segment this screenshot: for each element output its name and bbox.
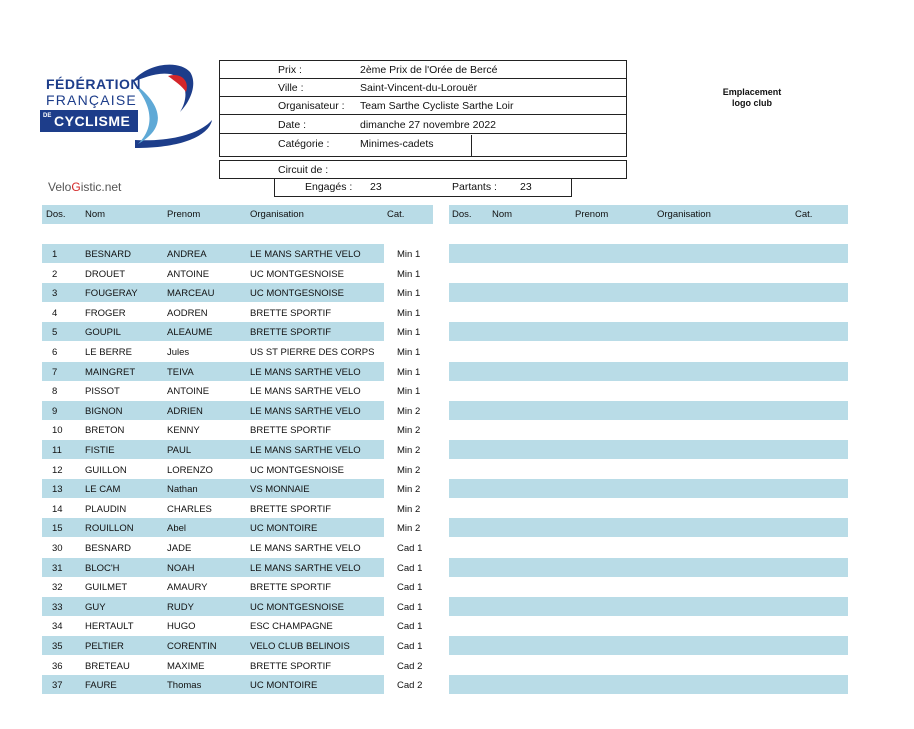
cell-prenom: KENNY [167,425,200,436]
cell-cat: Min 2 [397,445,421,456]
cell-nom: BESNARD [85,249,131,260]
ville-value: Saint-Vincent-du-Lorouër [360,82,478,94]
cell-dos: 4 [52,308,58,319]
cell-cat: Min 2 [397,484,421,495]
cell-nom: GUILLON [85,465,127,476]
cell-prenom: NOAH [167,563,195,574]
cell-nom: PLAUDIN [85,504,127,515]
cell-organisation: BRETTE SPORTIF [250,661,332,672]
cell-organisation: BRETTE SPORTIF [250,308,332,319]
right-table-row [449,283,848,302]
info-row-prix [220,61,626,79]
cell-cat: Min 1 [397,288,421,299]
club-logo-placeholder [700,87,804,109]
circuit-box [219,160,627,179]
header-cat-2: Cat. [795,209,813,220]
table-row [42,597,433,616]
cell-cat: Cad 1 [397,563,423,574]
cell-nom: PISSOT [85,386,120,397]
cell-organisation: US ST PIERRE DES CORPS [250,347,375,358]
table-row [42,577,433,596]
cell-organisation: VS MONNAIE [250,484,310,495]
cell-prenom: PAUL [167,445,192,456]
cell-prenom: ANDREA [167,249,207,260]
table-row [42,656,433,675]
categorie-value: Minimes-cadets [360,138,434,150]
table-row [42,401,433,420]
cell-dos: 32 [52,582,63,593]
logo-line-2: FRANÇAISE [46,92,137,108]
cell-nom: FISTIE [85,445,115,456]
logo-de: DE [43,113,52,119]
cell-nom: FAURE [85,680,117,691]
cell-nom: LE BERRE [85,347,132,358]
cell-prenom: CHARLES [167,504,212,515]
cell-nom: BRETEAU [85,661,130,672]
cell-organisation: BRETTE SPORTIF [250,327,332,338]
table-row [42,342,433,361]
cell-nom: PELTIER [85,641,124,652]
cell-dos: 3 [52,288,58,299]
table-row [42,362,433,381]
right-table-row [449,558,848,577]
cell-dos: 13 [52,484,63,495]
cell-dos: 6 [52,347,58,358]
categorie-divider [471,135,472,156]
cell-dos: 11 [52,445,62,456]
table-row [42,303,433,322]
header-nom-2: Nom [492,209,513,220]
header-prenom-2: Prenom [575,209,609,220]
cell-nom: GUILMET [85,582,128,593]
cell-nom: BRETON [85,425,125,436]
table-row [42,440,433,459]
race-info-box [219,60,627,157]
table-row [42,558,433,577]
cell-dos: 15 [52,523,63,534]
prix-value: 2ème Prix de l'Orée de Bercé [360,64,498,76]
table-row [42,264,433,283]
cell-prenom: ANTOINE [167,386,210,397]
cell-cat: Cad 1 [397,543,423,554]
club-placeholder-line-2: logo club [732,98,772,108]
partants-label: Partants : [452,181,497,193]
cell-cat: Min 1 [397,269,421,280]
cell-dos: 7 [52,367,58,378]
cell-cat: Min 1 [397,347,421,358]
right-table-row [449,636,848,655]
cell-dos: 34 [52,621,63,632]
cell-organisation: BRETTE SPORTIF [250,504,332,515]
table-row [42,283,433,302]
counts-box [274,178,572,197]
table-row [42,479,433,498]
cell-nom: DROUET [85,269,126,280]
cell-prenom: HUGO [167,621,196,632]
table-row [42,518,433,537]
watermark-part-2: G [71,180,81,194]
watermark-part-3: istic.net [80,180,122,194]
cell-dos: 8 [52,386,58,397]
cell-cat: Cad 2 [397,661,423,672]
cell-cat: Cad 1 [397,621,423,632]
cell-organisation: BRETTE SPORTIF [250,425,332,436]
cell-dos: 36 [52,661,63,672]
right-table-row [449,401,848,420]
right-table-row [449,244,848,263]
date-value: dimanche 27 novembre 2022 [360,119,497,131]
table-row [42,538,433,557]
left-table-header [42,205,433,224]
right-table-row [449,675,848,694]
cell-dos: 2 [52,269,58,280]
organisateur-label: Organisateur : [278,100,345,112]
cell-prenom: JADE [167,543,192,554]
cell-prenom: AODREN [167,308,208,319]
cell-organisation: UC MONTGESNOISE [250,465,344,476]
info-row-date [220,116,626,134]
cell-cat: Min 1 [397,327,421,338]
cell-prenom: ADRIEN [167,406,203,417]
cell-cat: Min 2 [397,425,421,436]
cell-cat: Min 1 [397,367,421,378]
info-row-categorie [220,135,626,156]
right-table-row [449,479,848,498]
table-row [42,499,433,518]
cell-prenom: CORENTIN [167,641,217,652]
cell-prenom: AMAURY [167,582,208,593]
cell-nom: LE CAM [85,484,121,495]
cell-nom: MAINGRET [85,367,136,378]
table-row [42,636,433,655]
date-label: Date : [278,119,307,131]
table-row [42,460,433,479]
cell-organisation: LE MANS SARTHE VELO [250,367,361,378]
cell-nom: FROGER [85,308,126,319]
cell-dos: 14 [52,504,63,515]
header-prenom: Prenom [167,209,201,220]
right-table-row [449,518,848,537]
cell-organisation: UC MONTOIRE [250,523,318,534]
cell-prenom: ALEAUME [167,327,213,338]
cell-prenom: Jules [167,347,190,358]
table-row [42,675,433,694]
cell-prenom: MAXIME [167,661,205,672]
info-row-ville [220,79,626,97]
cell-cat: Min 1 [397,308,421,319]
cell-cat: Min 2 [397,504,421,515]
cell-prenom: RUDY [167,602,194,613]
cell-organisation: UC MONTGESNOISE [250,602,344,613]
header-nom: Nom [85,209,106,220]
right-table-row [449,440,848,459]
cell-prenom: Nathan [167,484,198,495]
right-table-header [449,205,848,224]
partants-value: 23 [520,181,532,193]
cell-organisation: UC MONTGESNOISE [250,269,344,280]
right-table-row [449,322,848,341]
cell-nom: ROUILLON [85,523,134,534]
watermark-part-1: Velo [48,180,72,194]
table-row [42,616,433,635]
cell-organisation: LE MANS SARTHE VELO [250,386,361,397]
cell-cat: Cad 2 [397,680,423,691]
cell-organisation: LE MANS SARTHE VELO [250,543,361,554]
cell-prenom: TEIVA [167,367,194,378]
cell-organisation: UC MONTOIRE [250,680,318,691]
cell-dos: 9 [52,406,58,417]
logo-line-3: CYCLISME [54,113,131,129]
cell-cat: Min 2 [397,465,421,476]
cell-cat: Cad 1 [397,582,423,593]
categorie-label: Catégorie : [278,138,330,150]
logo-line-1: FÉDÉRATION [46,76,141,92]
cell-nom: GUY [85,602,106,613]
cell-dos: 33 [52,602,63,613]
cell-prenom: Thomas [167,680,202,691]
cell-nom: FOUGERAY [85,288,138,299]
header-dos-2: Dos. [452,209,472,220]
cell-prenom: MARCEAU [167,288,215,299]
cell-nom: BESNARD [85,543,131,554]
cell-nom: HERTAULT [85,621,134,632]
header-organisation-2: Organisation [657,209,711,220]
cell-nom: BIGNON [85,406,123,417]
cell-prenom: Abel [167,523,187,534]
cell-cat: Min 1 [397,386,421,397]
cell-dos: 30 [52,543,63,554]
cell-organisation: LE MANS SARTHE VELO [250,563,361,574]
cell-organisation: BRETTE SPORTIF [250,582,332,593]
right-table-row [449,597,848,616]
cell-dos: 1 [52,249,58,260]
cell-dos: 12 [52,465,63,476]
cell-dos: 37 [52,680,63,691]
cell-dos: 10 [52,425,63,436]
cell-dos: 31 [52,563,63,574]
cell-dos: 35 [52,641,63,652]
cell-organisation: LE MANS SARTHE VELO [250,406,361,417]
cell-prenom: ANTOINE [167,269,210,280]
ffc-logo [40,62,220,150]
cell-organisation: ESC CHAMPAGNE [250,621,333,632]
cell-organisation: UC MONTGESNOISE [250,288,344,299]
cell-prenom: LORENZO [167,465,213,476]
cell-nom: BLOC'H [85,563,120,574]
header-cat: Cat. [387,209,405,220]
table-row [42,244,433,263]
cell-cat: Min 1 [397,249,421,260]
cell-organisation: LE MANS SARTHE VELO [250,445,361,456]
info-row-organisateur [220,97,626,115]
cell-nom: GOUPIL [85,327,121,338]
engages-label: Engagés : [305,181,353,193]
table-row [42,322,433,341]
circuit-label: Circuit de : [278,164,329,176]
cell-cat: Min 2 [397,406,421,417]
prix-label: Prix : [278,64,302,76]
cell-organisation: LE MANS SARTHE VELO [250,249,361,260]
table-row [42,420,433,439]
ville-label: Ville : [278,82,304,94]
club-placeholder-line-1: Emplacement [722,87,782,97]
right-table-row [449,362,848,381]
cell-dos: 5 [52,327,58,338]
cell-organisation: VELO CLUB BELINOIS [250,641,350,652]
header-organisation: Organisation [250,209,304,220]
header-dos: Dos. [46,209,66,220]
cell-cat: Cad 1 [397,641,423,652]
organisateur-value: Team Sarthe Cycliste Sarthe Loir [360,100,514,112]
cell-cat: Min 2 [397,523,421,534]
cell-cat: Cad 1 [397,602,423,613]
velogistic-watermark [48,180,121,194]
table-row [42,381,433,400]
engages-value: 23 [370,181,382,193]
